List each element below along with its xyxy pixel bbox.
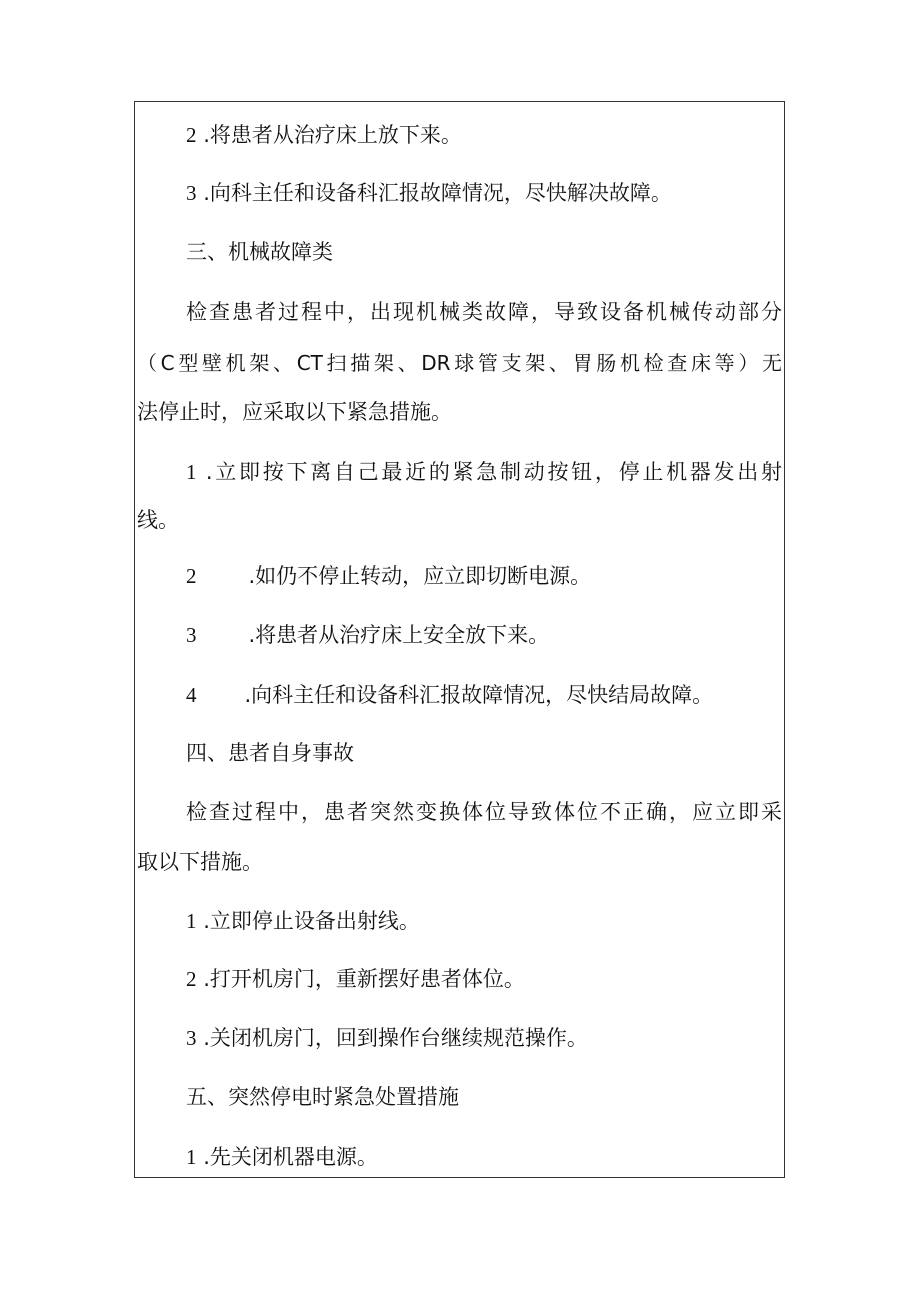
paragraph-line: 检查过程中，患者突然变换体位导致体位不正确，应立即采 xyxy=(186,800,782,824)
list-item: 1 .先关闭机器电源。 xyxy=(186,1145,378,1169)
section-heading: 五、突然停电时紧急处置措施 xyxy=(186,1085,459,1109)
list-item: 2 .如仍不停止转动，应立即切断电源。 xyxy=(186,564,592,588)
list-item: 3 .向科主任和设备科汇报故障情况，尽快解决故障。 xyxy=(186,181,672,205)
list-item: 2 .将患者从治疗床上放下来。 xyxy=(186,123,462,147)
paragraph-line: 线。 xyxy=(137,508,179,532)
list-item: 3 .关闭机房门，回到操作台继续规范操作。 xyxy=(186,1026,588,1050)
list-item: 3 .将患者从治疗床上安全放下来。 xyxy=(186,623,550,647)
list-item: 4 .向科主任和设备科汇报故障情况，尽快结局故障。 xyxy=(186,683,714,707)
paragraph-line: （C型壁机架、CT扫描架、DR球管支架、胃肠机检查床等）无 xyxy=(137,351,782,375)
paragraph-line: 法停止时，应采取以下紧急措施。 xyxy=(137,400,452,424)
list-item: 2 .打开机房门，重新摆好患者体位。 xyxy=(186,967,525,991)
paragraph-line: 取以下措施。 xyxy=(137,850,263,874)
paragraph-line: 检查患者过程中，出现机械类故障，导致设备机械传动部分 xyxy=(186,300,782,324)
list-item: 1 .立即按下离自己最近的紧急制动按钮，停止机器发出射 xyxy=(186,460,782,484)
list-item: 1 .立即停止设备出射线。 xyxy=(186,909,420,933)
section-heading: 四、患者自身事故 xyxy=(186,741,354,765)
section-heading: 三、机械故障类 xyxy=(186,240,333,264)
